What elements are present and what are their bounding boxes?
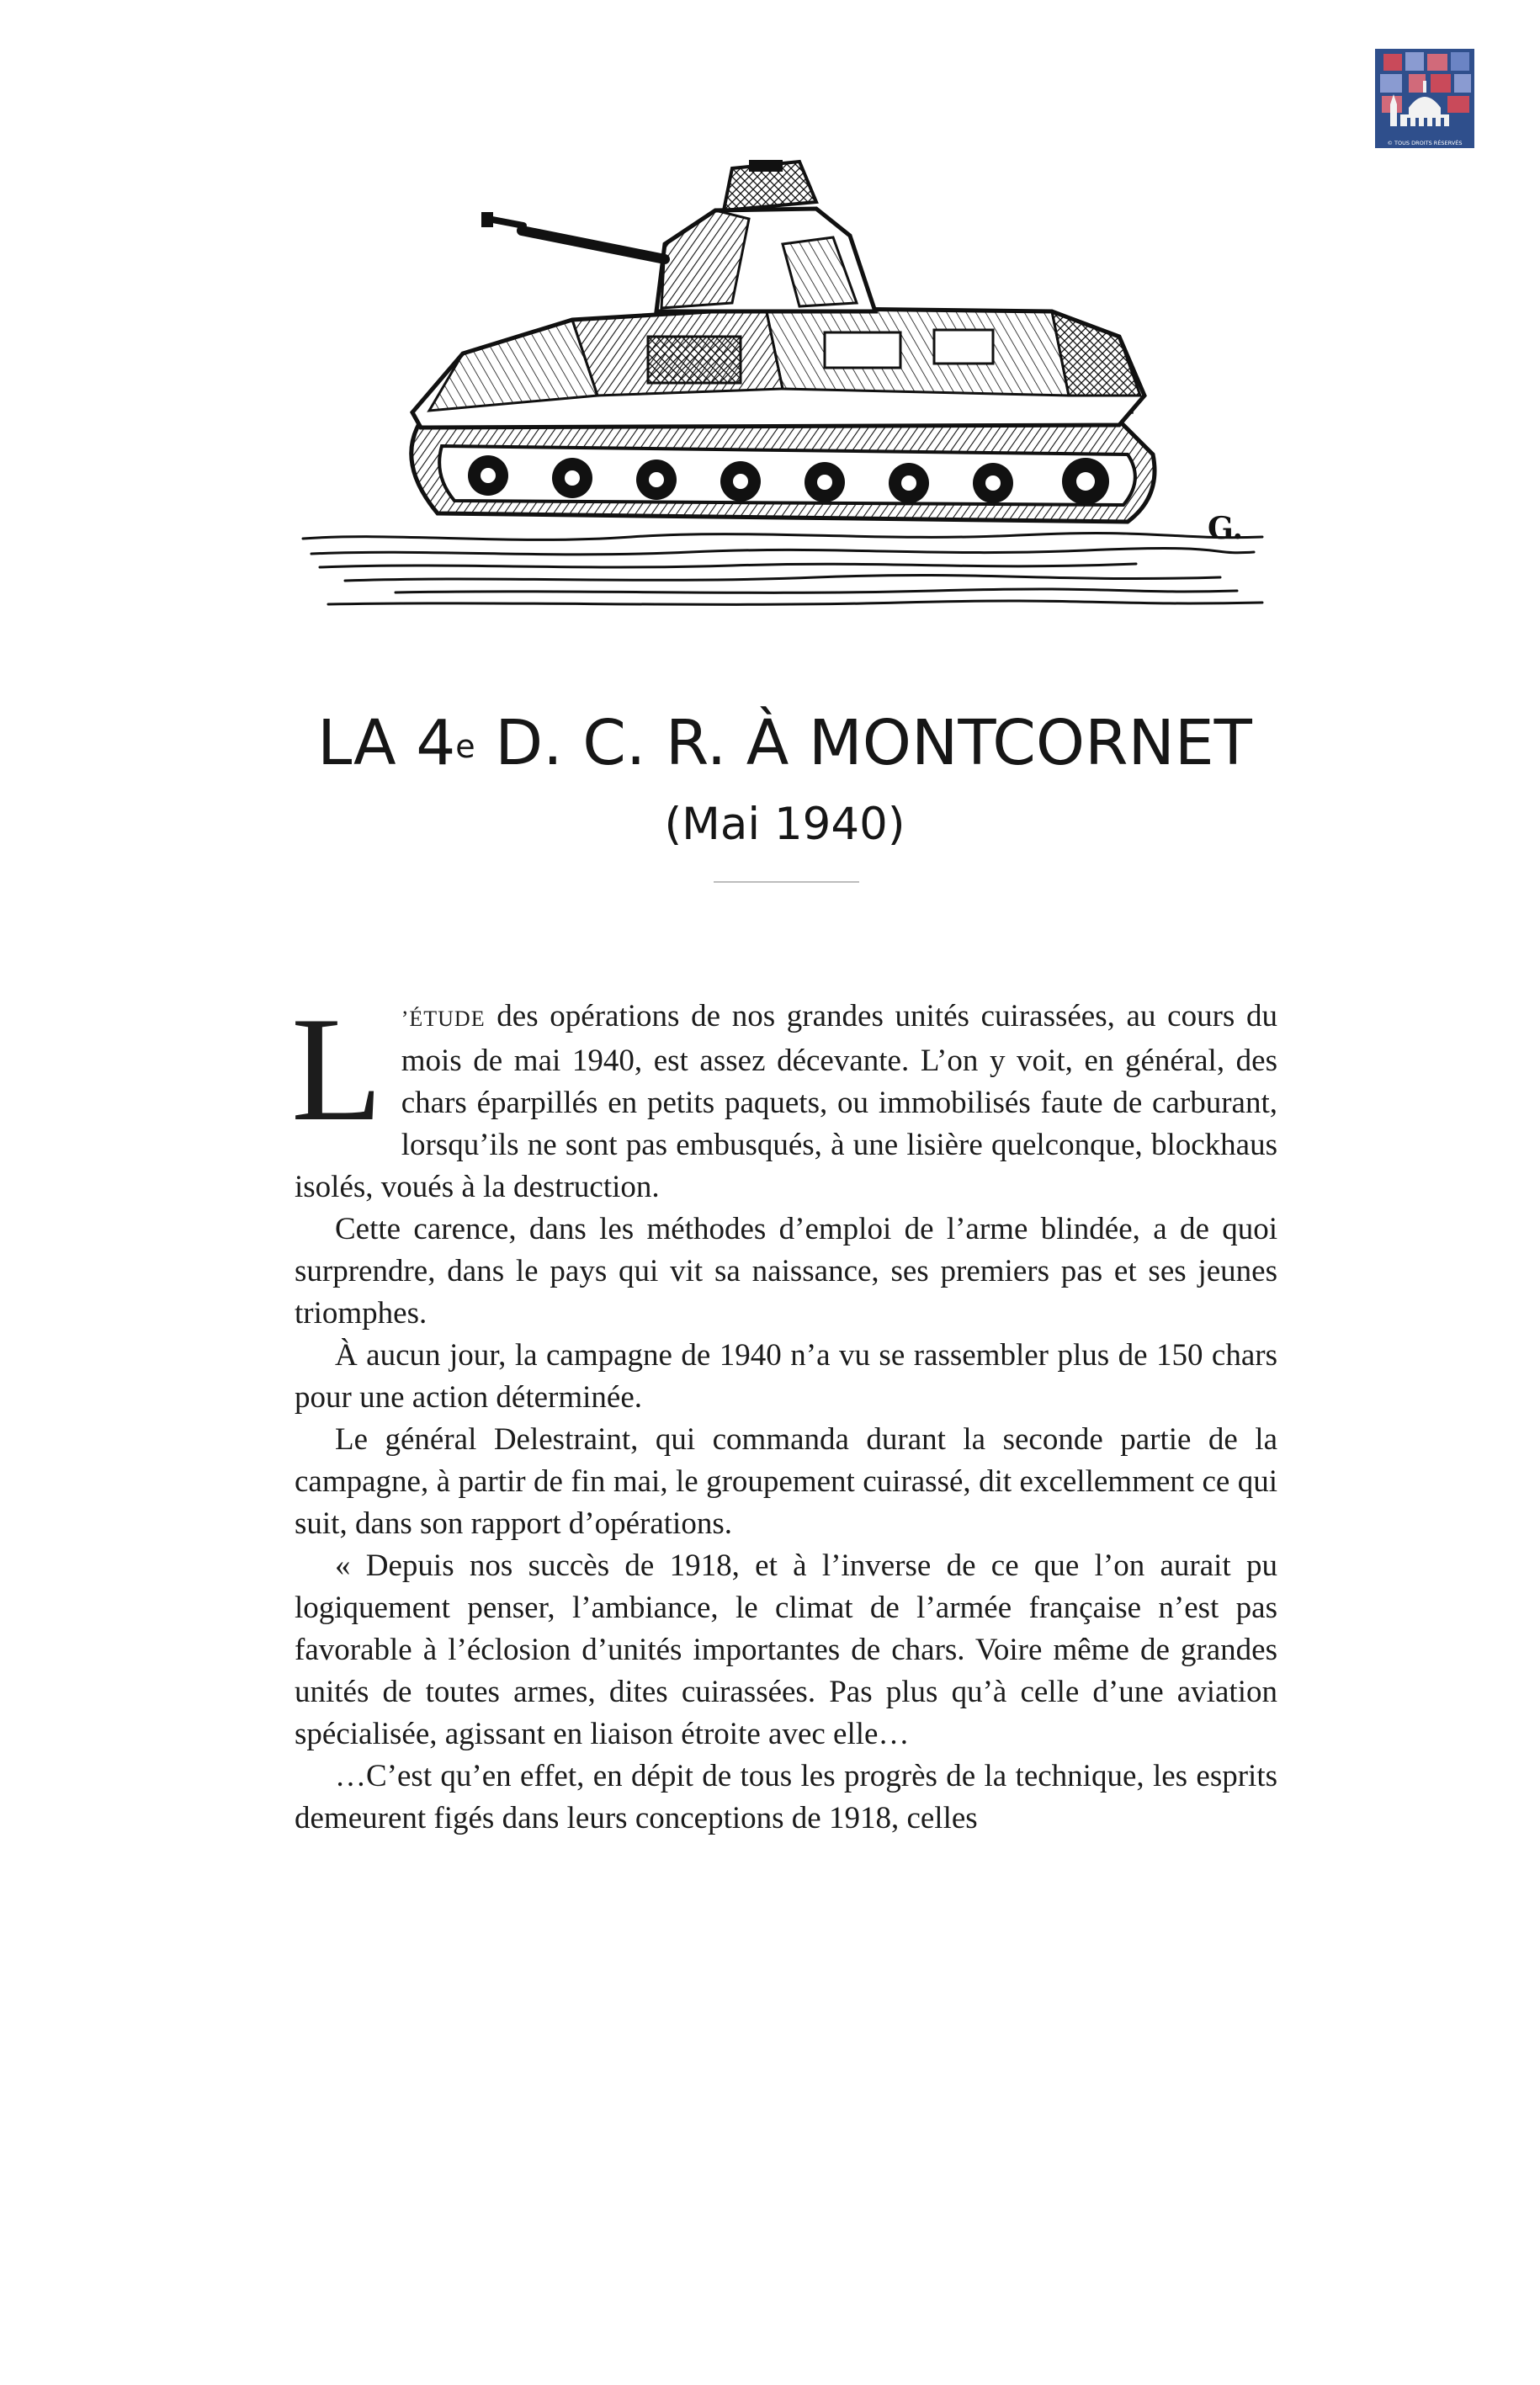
tank-drawing-icon: [295, 143, 1275, 614]
publisher-logo: [1375, 49, 1474, 148]
paragraph-1: [291, 985, 1277, 1208]
paragraph-2: Cette carence, dans les méthodes d’emploi de l’arme blindée, a de quoi surprendre, dans le pays qui vit sa naissance, ses premiers pas et ses jeunes triomphes.: [295, 1212, 1277, 1331]
title-divider: [714, 881, 859, 883]
title-post: D. C. R. À MONTCORNET: [475, 707, 1252, 779]
chapter-title: [295, 705, 1275, 781]
paragraph-3: À aucun jour, la campagne de 1940 n’a vu se rassembler plus de 150 chars pour une action déterminée.: [295, 1338, 1277, 1415]
paragraph-4: Le général Delestraint, qui commanda durant la seconde partie de la campagne, à partir de fin mai, le groupement cuirassé, dit excellemment ce qui suit, dans son rapport d’opérations.: [295, 1422, 1277, 1541]
title-pre: LA 4: [317, 707, 456, 779]
building-badge-icon: [1375, 49, 1474, 148]
paragraph-6: …C’est qu’en effet, en dépit de tous les progrès de la technique, les esprits demeurent figés dans leurs conceptions de 1918, celles: [295, 1759, 1277, 1835]
drop-cap: L: [291, 985, 383, 1152]
illustration-signature: G.: [1208, 511, 1243, 546]
chapter-subtitle: (Mai 1940): [664, 799, 905, 850]
logo-caption: © TOUS DROITS RÉSERVÉS: [1387, 140, 1463, 146]
lead-smallcaps: ’ÉTUDE: [401, 1007, 486, 1031]
body-text: [291, 985, 1277, 1840]
paragraph-5: « Depuis nos succès de 1918, et à l’inverse de ce que l’on aurait pu logiquement penser, l’ambiance, le climat de l’armée française n’est pas favorable à l’éclosion d’unités importantes de chars. Voire même de grandes unités de toutes armes, dites cuirassées. Pas plus qu’à celle d’une aviation spécialisée, agissant en liaison étroite avec elle…: [295, 1548, 1277, 1751]
title-superscript: e: [455, 728, 475, 765]
tank-illustration: [295, 143, 1275, 614]
paragraph-1-text: des opérations de nos grandes unités cuirassées, au cours du mois de mai 1940, est assez décevante. L’on y voit, en général, des chars éparpillés en petits paquets, ou immobilisés faute de carburant, lorsqu’ils ne sont pas embusqués, à une lisière quelconque, blockhaus isolés, voués à la destruction.: [295, 999, 1277, 1204]
